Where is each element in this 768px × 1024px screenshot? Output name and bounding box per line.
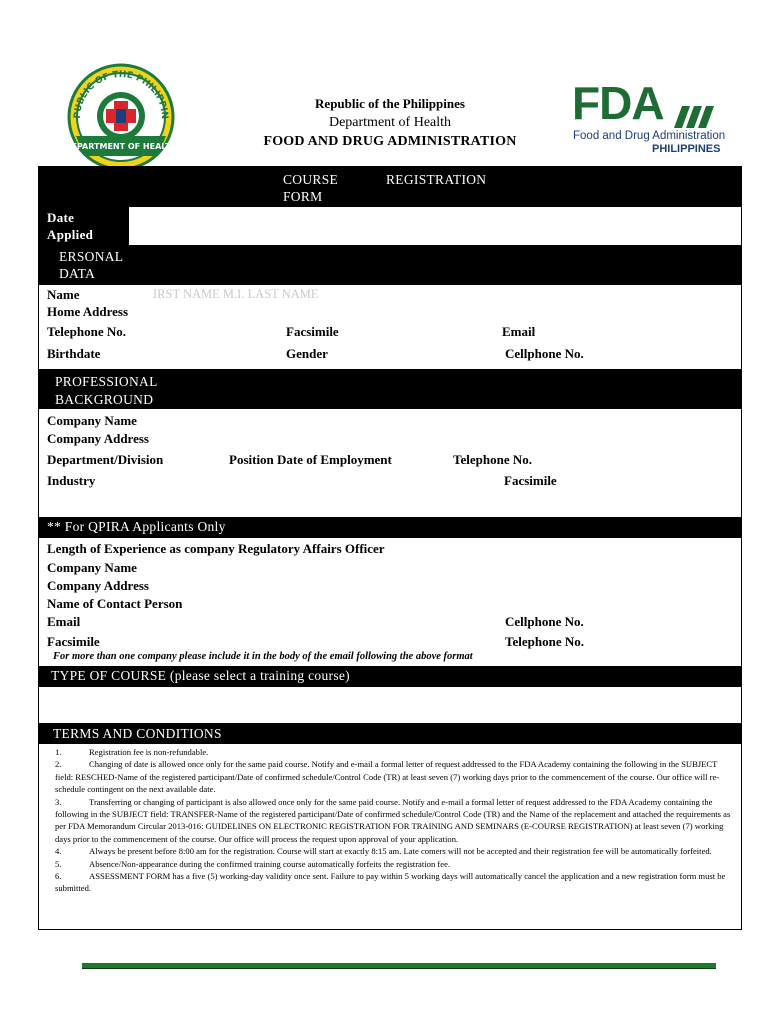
seal-ribbon-text: DEPARTMENT OF HEALTH (64, 142, 178, 151)
date-applied-label-block (39, 207, 129, 245)
qpira-facsimile-label: Facsimile (47, 634, 100, 649)
form-title-course: COURSE (283, 172, 339, 187)
terms-item: 1. Registration fee is non-refundable. (55, 747, 209, 757)
contact-person-label: Name of Contact Person (47, 596, 183, 611)
terms-header-text: TERMS AND CONDITIONS (53, 726, 222, 741)
terms-item: 6. ASSESSMENT FORM has a five (5) working-day validity once sent. Failure to pay within 5 working days will automatically cancel the application and a new registration form must be submitted. (55, 871, 726, 894)
fda-logo-country: PHILIPPINES (652, 143, 721, 155)
terms-header (39, 723, 741, 744)
qpira-company-name-label: Company Name (47, 560, 137, 575)
type-of-course-header-text: TYPE OF COURSE (please select a training course) (51, 668, 350, 683)
facsimile-label: Facsimile (286, 324, 339, 339)
professional-background-header (39, 369, 741, 409)
telephone-label: Telephone No. (47, 324, 126, 339)
personal-data-header (39, 245, 741, 285)
cellphone-label: Cellphone No. (505, 346, 584, 361)
birthdate-label: Birthdate (47, 346, 101, 361)
fda-logo-wordmark: FDA (572, 77, 664, 129)
name-label: Name (47, 287, 80, 302)
qpira-header-text: ** For QPIRA Applicants Only (47, 519, 226, 534)
name-placeholder[interactable]: IRST NAME M.I. LAST NAME (153, 287, 319, 301)
header-line-fda: FOOD AND DRUG ADMINISTRATION (263, 134, 517, 149)
terms-list (55, 746, 731, 895)
fda-logo (570, 77, 730, 160)
professional-telephone-label: Telephone No. (453, 452, 532, 467)
fda-logo-subtitle: Food and Drug Administration (573, 130, 726, 142)
registration-form (38, 166, 742, 930)
personal-data-header-1: ERSONAL (59, 249, 124, 264)
fda-logo-stripes-icon (674, 106, 714, 128)
form-title-form: FORM (283, 189, 323, 204)
qpira-note: For more than one company please include it in the body of the email following the above format (53, 651, 473, 662)
type-of-course-header (39, 666, 741, 687)
form-title-registration: REGISTRATION (386, 172, 487, 187)
qpira-telephone-label: Telephone No. (505, 634, 584, 649)
position-label: Position Date of Employment (229, 452, 392, 467)
footer-divider (82, 963, 716, 969)
terms-item: 4. Always be present before 8:00 am for the registration. Course will start at exactly 8:15 am. Late comers will not be accepted and their registration fee will be automatically forfeited. (55, 846, 712, 857)
gender-label: Gender (286, 346, 328, 361)
home-address-label: Home Address (47, 304, 129, 319)
qpira-header (39, 517, 741, 538)
company-address-label: Company Address (47, 431, 149, 446)
type-of-course-field[interactable] (39, 687, 741, 723)
professional-facsimile-label: Facsimile (504, 473, 557, 488)
date-applied-field[interactable] (129, 207, 741, 245)
qpira-email-label: Email (47, 614, 81, 629)
form-title-bar (39, 167, 741, 207)
professional-header-2: BACKGROUND (55, 392, 154, 407)
date-applied-label-1: Date (47, 210, 75, 225)
company-name-label: Company Name (47, 413, 137, 428)
header-line-republic: Republic of the Philippines (315, 96, 465, 111)
terms-item: 2. Changing of date is allowed once only for the same paid course. Notify and e-mail a formal letter of request addressed to the FDA Academy containing the following in the SUBJECT field: RESCHED-Name of the registered participant/Date of confirmed schedule/Control Code (TR) at least seven (7) working days prior to the commencement of the course. Our office will re-schedule contingent on the next available date. (55, 759, 720, 795)
qpira-cellphone-label: Cellphone No. (505, 614, 584, 629)
header-title-block (230, 94, 550, 151)
terms-item: 5. Absence/Non-appearance during the confirmed training course automatically forfeits the registration fee. (55, 858, 451, 869)
terms-item: 3. Transferring or changing of participant is also allowed once only for the same paid course. Notify and e-mail a formal letter of request addressed to the FDA Academy containing the following in the SUBJECT field: TRANSFER-Name of the registered participant/Date of confirmed schedule/Control Code (TR) and the Name of the replacement and attached the requirements as per FDA Memorandum Circular 2013-016: GUIDELINES ON ELECTRONIC REGISTRATION FOR TRAINING AND SEMINARS (E-COURSE REGISTRATION) at least seven (7) working days prior to the commencement of the course. Our office will process the request upon approval of your application. (55, 796, 731, 844)
department-label: Department/Division (47, 452, 164, 467)
industry-label: Industry (47, 473, 96, 488)
personal-data-header-2: DATA (59, 266, 96, 281)
header-line-doh: Department of Health (328, 115, 452, 130)
date-applied-label-2: Applied (47, 227, 94, 242)
experience-label: Length of Experience as company Regulatory Affairs Officer (47, 541, 385, 556)
doh-seal-logo (62, 60, 180, 172)
qpira-company-address-label: Company Address (47, 578, 149, 593)
professional-header-1: PROFESSIONAL (55, 374, 158, 389)
seal-top-text: PUBLIC OF THE PHILIPPIN (72, 69, 170, 120)
email-label: Email (502, 324, 536, 339)
